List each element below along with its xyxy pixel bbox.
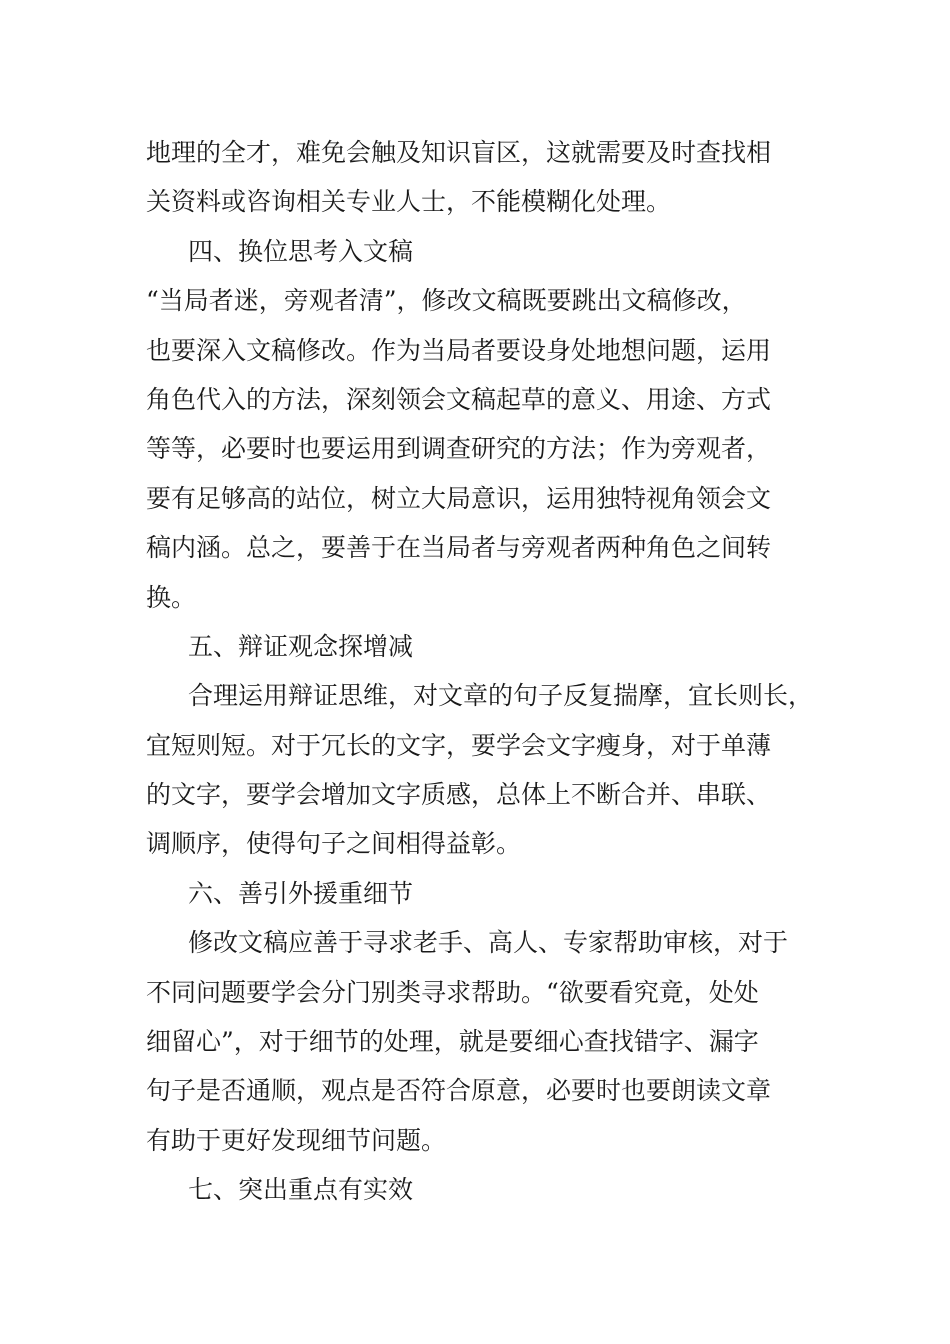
body-text-line: 地理的全才，难免会触及知识盲区，这就需要及时查找相	[146, 138, 772, 167]
body-text-line: 有助于更好发现细节问题。	[146, 1125, 447, 1155]
body-text-line: 不同问题要学会分门别类寻求帮助。“欲要看究竟，处处	[146, 977, 759, 1007]
body-text-line: 修改文稿应善于寻求老手、高人、专家帮助审核，对于	[188, 928, 789, 958]
body-text-line: 要有足够高的站位，树立大局意识，运用独特视角领会文	[146, 483, 772, 513]
body-text-line: 换。	[146, 582, 197, 612]
body-text-line: 句子是否通顺，观点是否符合原意，必要时也要朗读文章	[146, 1076, 772, 1106]
document-body	[146, 128, 826, 1215]
section-heading-5: 五、辩证观念探增减	[188, 631, 414, 661]
body-text-line: 细留心”，对于细节的处理，就是要细心查找错字、漏字	[146, 1027, 759, 1057]
body-text-line: 调顺序，使得句子之间相得益彰。	[146, 829, 522, 859]
body-text-line: 等等，必要时也要运用到调查研究的方法；作为旁观者，	[146, 434, 772, 464]
body-text-line: 宜短则短。对于冗长的文字，要学会文字瘦身，对于单薄	[146, 730, 772, 760]
section-heading-6: 六、善引外援重细节	[188, 878, 414, 908]
body-text-line: 合理运用辩证思维，对文章的句子反复揣摩，宜长则长，	[188, 681, 814, 711]
section-heading-4: 四、换位思考入文稿	[188, 236, 414, 266]
body-text-line: 的文字，要学会增加文字质感，总体上不断合并、串联、	[146, 780, 772, 810]
body-text-line: 也要深入文稿修改。作为当局者要设身处地想问题，运用	[146, 335, 772, 365]
body-text-line: 关资料或咨询相关专业人士，不能模糊化处理。	[146, 187, 672, 217]
body-text-line: 角色代入的方法，深刻领会文稿起草的意义、用途、方式	[146, 384, 772, 414]
section-heading-7: 七、突出重点有实效	[188, 1175, 414, 1205]
body-text-line: 稿内涵。总之，要善于在当局者与旁观者两种角色之间转	[146, 533, 772, 563]
body-text-line: “当局者迷，旁观者清”，修改文稿既要跳出文稿修改，	[146, 286, 747, 316]
